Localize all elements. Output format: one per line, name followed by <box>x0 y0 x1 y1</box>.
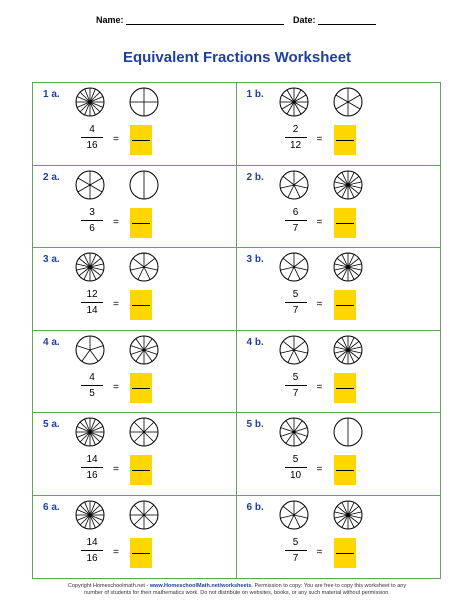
answer-fraction-bar <box>132 470 150 471</box>
answer-box[interactable] <box>334 125 356 155</box>
fraction-bar <box>81 385 103 386</box>
footer-prefix: Copyright Homeschoolmath.net - <box>67 583 150 589</box>
answer-box[interactable] <box>130 208 152 238</box>
numerator: 5 <box>292 454 299 465</box>
equals-sign: = <box>113 546 119 558</box>
answer-box[interactable] <box>130 455 152 485</box>
equals-sign: = <box>113 381 119 393</box>
footer-permission: . Permission to copy: You are free to copy this worksheet to any <box>251 583 407 589</box>
footer-line2: number of students for their mathematics work. Do not distribute on websites, books, or any such material without permission. <box>84 590 390 596</box>
equals-sign: = <box>113 299 119 310</box>
fraction-circle-14-parts <box>333 500 363 530</box>
given-fraction <box>283 372 309 399</box>
problem-cell <box>33 413 237 496</box>
name-label: Name: <box>96 15 124 25</box>
equals-sign: = <box>113 464 119 475</box>
problem-label: 6 b. <box>246 501 264 513</box>
fraction-circle-10-parts <box>129 335 159 365</box>
fraction-circle-2-parts <box>333 417 363 447</box>
fraction-circle-6-parts <box>333 87 363 117</box>
answer-box[interactable] <box>130 538 152 568</box>
fraction-bar <box>81 467 103 468</box>
problem-label: 6 a. <box>43 501 60 513</box>
given-fraction <box>283 207 309 234</box>
numerator: 14 <box>86 454 98 465</box>
denominator: 12 <box>289 140 302 151</box>
fraction-bar <box>81 220 103 221</box>
numerator: 3 <box>89 206 95 218</box>
numerator: 5 <box>292 536 299 548</box>
denominator: 5 <box>89 387 95 399</box>
problem-cell <box>33 496 237 579</box>
fraction-circle-8-parts <box>129 500 159 530</box>
problem-cell <box>237 331 441 414</box>
fraction-circle-16-parts <box>75 500 105 530</box>
denominator: 16 <box>86 470 98 481</box>
fraction-circle-16-parts <box>75 87 105 117</box>
footer <box>0 583 474 597</box>
given-fraction <box>79 454 105 481</box>
fraction-circle-14-parts <box>333 170 363 200</box>
footer-link[interactable]: www.HomeschoolMath.net/worksheets <box>149 583 252 589</box>
problem-label: 2 b. <box>246 171 264 183</box>
fraction-circle-7-parts <box>279 170 309 200</box>
problem-label: 2 a. <box>43 171 60 183</box>
answer-box[interactable] <box>334 373 356 403</box>
given-fraction <box>283 454 309 481</box>
answer-fraction-bar <box>336 388 354 389</box>
problem-cell <box>33 166 237 249</box>
date-label: Date: <box>293 15 316 25</box>
numerator: 2 <box>292 124 299 135</box>
fraction-circle-4-parts <box>129 87 159 117</box>
fraction-circle-10-parts <box>279 417 309 447</box>
fraction-bar <box>81 137 103 138</box>
denominator: 10 <box>289 470 302 481</box>
problem-cell <box>237 496 441 579</box>
numerator: 4 <box>89 371 95 383</box>
given-fraction <box>79 289 105 316</box>
numerator: 6 <box>292 206 299 218</box>
answer-fraction-bar <box>336 470 354 471</box>
problem-label: 3 a. <box>43 254 60 265</box>
denominator: 7 <box>292 387 299 399</box>
problem-label: 4 b. <box>246 336 264 348</box>
date-field[interactable] <box>318 24 376 25</box>
given-fraction <box>79 124 105 151</box>
problem-cell <box>33 248 237 331</box>
denominator: 7 <box>292 552 299 564</box>
fraction-circle-14-parts <box>333 252 363 282</box>
fraction-bar <box>81 550 103 551</box>
problem-cell <box>33 331 237 414</box>
answer-box[interactable] <box>130 373 152 403</box>
answer-fraction-bar <box>336 305 354 306</box>
fraction-circle-5-parts <box>75 335 105 365</box>
given-fraction <box>283 537 309 564</box>
problem-label: 5 a. <box>43 419 60 430</box>
name-date-bar <box>0 15 474 29</box>
fraction-circle-7-parts <box>129 252 159 282</box>
fraction-bar <box>285 137 307 138</box>
given-fraction <box>79 537 105 564</box>
problem-label: 1 b. <box>246 89 264 100</box>
denominator: 14 <box>86 305 98 316</box>
equals-sign: = <box>316 381 323 393</box>
fraction-circle-7-parts <box>279 252 309 282</box>
denominator: 7 <box>292 305 299 316</box>
given-fraction <box>79 207 105 234</box>
equals-sign: = <box>316 299 323 310</box>
fraction-circle-12-parts <box>279 87 309 117</box>
problem-label: 1 a. <box>43 89 60 100</box>
equals-sign: = <box>316 216 323 228</box>
answer-box[interactable] <box>334 290 356 320</box>
fraction-bar <box>285 467 307 468</box>
answer-fraction-bar <box>132 553 150 554</box>
equals-sign: = <box>316 546 323 558</box>
answer-box[interactable] <box>334 455 356 485</box>
problem-cell <box>237 413 441 496</box>
name-field[interactable] <box>126 24 284 25</box>
denominator: 6 <box>89 222 95 234</box>
problem-label: 3 b. <box>246 254 264 265</box>
fraction-circle-7-parts <box>279 335 309 365</box>
equals-sign: = <box>113 134 119 145</box>
problem-cell <box>237 248 441 331</box>
numerator: 14 <box>86 536 98 548</box>
fraction-circle-2-parts <box>129 170 159 200</box>
problem-cell <box>237 83 441 166</box>
denominator: 7 <box>292 222 299 234</box>
fraction-circle-16-parts <box>75 417 105 447</box>
fraction-bar <box>285 302 307 303</box>
numerator: 5 <box>292 371 299 383</box>
answer-box[interactable] <box>130 125 152 155</box>
fraction-circle-14-parts <box>75 252 105 282</box>
given-fraction <box>283 289 309 316</box>
answer-fraction-bar <box>132 223 150 224</box>
denominator: 16 <box>86 552 98 564</box>
fraction-circle-7-parts <box>279 500 309 530</box>
answer-box[interactable] <box>130 290 152 320</box>
answer-fraction-bar <box>336 223 354 224</box>
denominator: 16 <box>86 140 98 151</box>
answer-fraction-bar <box>336 553 354 554</box>
fraction-circle-6-parts <box>75 170 105 200</box>
equals-sign: = <box>316 464 323 475</box>
answer-fraction-bar <box>132 388 150 389</box>
fraction-bar <box>285 385 307 386</box>
problems-grid <box>32 82 441 579</box>
fraction-bar <box>285 220 307 221</box>
numerator: 5 <box>292 289 299 300</box>
problem-label: 4 a. <box>43 336 60 348</box>
fraction-bar <box>81 302 103 303</box>
numerator: 12 <box>86 289 98 300</box>
equals-sign: = <box>113 216 119 228</box>
answer-fraction-bar <box>132 140 150 141</box>
given-fraction <box>283 124 309 151</box>
fraction-circle-8-parts <box>129 417 159 447</box>
fraction-circle-14-parts <box>333 335 363 365</box>
page-title: Equivalent Fractions Worksheet <box>122 49 352 66</box>
fraction-bar <box>285 550 307 551</box>
answer-fraction-bar <box>132 305 150 306</box>
answer-fraction-bar <box>336 140 354 141</box>
problem-label: 5 b. <box>246 419 264 430</box>
numerator: 4 <box>89 124 95 135</box>
answer-box[interactable] <box>334 208 356 238</box>
given-fraction <box>79 372 105 399</box>
answer-box[interactable] <box>334 538 356 568</box>
equals-sign: = <box>316 134 323 145</box>
problem-cell <box>33 83 237 166</box>
problem-cell <box>237 166 441 249</box>
